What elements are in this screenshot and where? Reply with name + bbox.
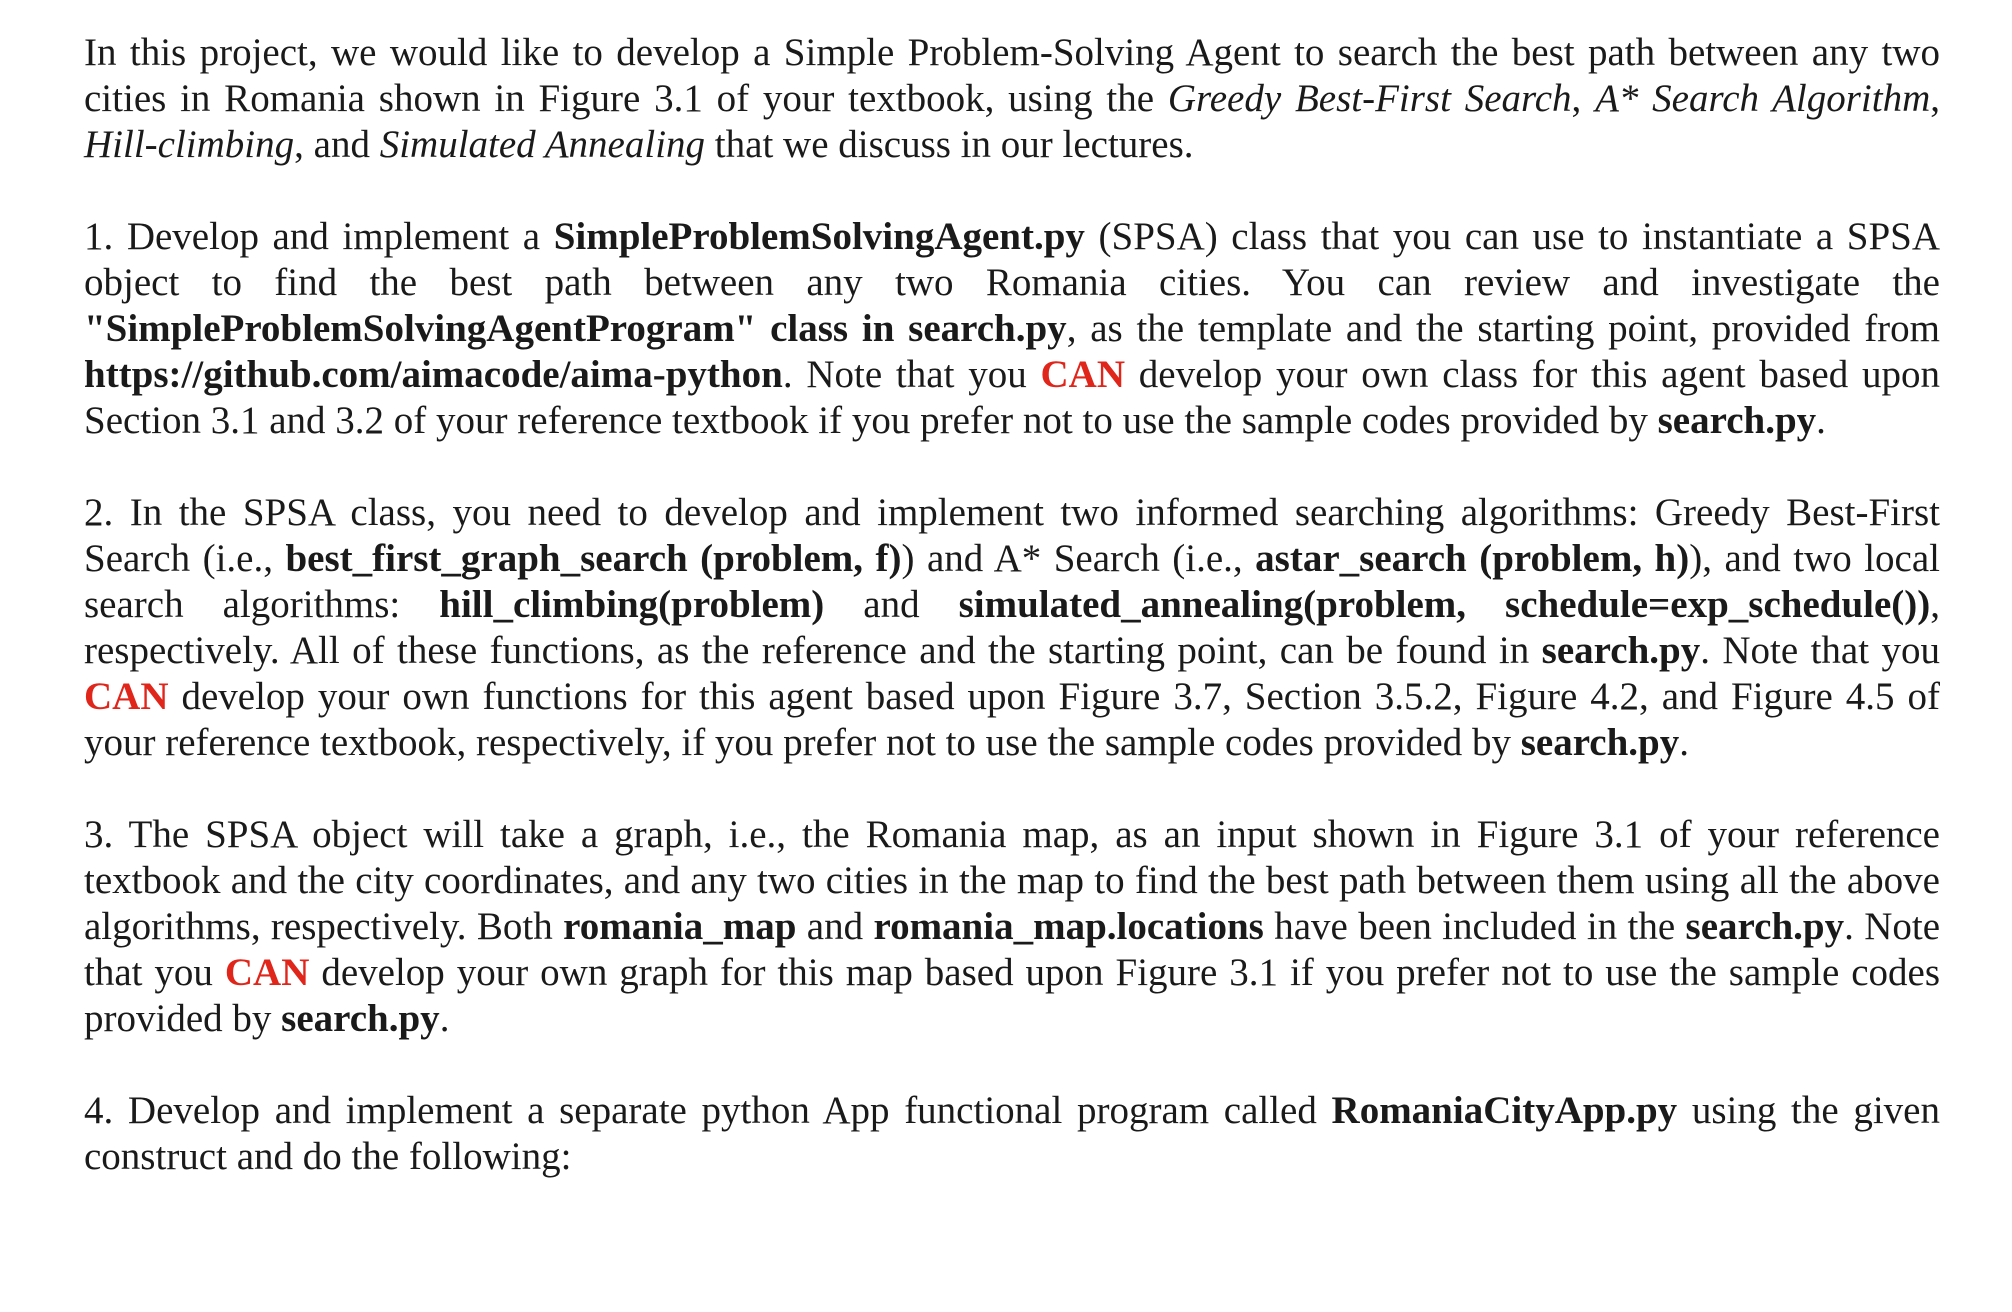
intro-hill-climbing: Hill-climbing: [84, 123, 295, 166]
item-1-text-3: , as the template and the starting point, provided from: [1066, 307, 1940, 350]
item-2-text-6: . Note that you: [1700, 629, 1940, 672]
intro-simulated-annealing: Simulated Annealing: [379, 123, 706, 166]
item-3-text-2: and: [796, 905, 874, 948]
item-2-text-4: and: [824, 583, 959, 626]
item-2-best-first-func: best_first_graph_search (problem, f): [285, 537, 902, 580]
item-2-text-3: ), and two local search algorithms:: [84, 537, 1940, 626]
item-1-github-url: https://github.com/aimacode/aima-python: [84, 353, 783, 396]
item-2-text-5: , respectively. All of these functions, as the reference and the starting point, can be found in: [84, 583, 1941, 672]
document-page: [84, 30, 1940, 1180]
item-1-text-5: develop your own class for this agent based upon Section 3.1 and 3.2 of your reference textbook if you prefer not to use the sample codes provided by: [84, 353, 1940, 442]
item-2-search-py-1: search.py: [1541, 629, 1701, 672]
item-3-romania-map-locations: romania_map.locations: [873, 905, 1264, 948]
item-3-search-py-2: search.py: [281, 997, 440, 1040]
intro-text-5: that we discuss in our lectures.: [705, 123, 1194, 166]
item-1-text-1: 1. Develop and implement a: [84, 215, 554, 258]
item-1-text-2: (SPSA) class that you can use to instantiate a SPSA object to find the best path between any two Romania cities. You can review and investigate the: [84, 215, 1940, 304]
intro-text-4: , and: [294, 123, 380, 166]
item-1-text-6: .: [1816, 399, 1826, 442]
item-3-text-1: 3. The SPSA object will take a graph, i.e., the Romania map, as an input shown in Figure 3.1 of your reference textbook and the city coordinates, and any two cities in the map to find the best path between them using all the above algorithms, respectively. Both: [84, 813, 1940, 948]
item-1-paragraph: [84, 214, 1940, 444]
item-1-text-4: . Note that you: [782, 353, 1041, 396]
item-1-can-emphasis: CAN: [1040, 353, 1125, 396]
item-3-paragraph: [84, 812, 1940, 1042]
item-2-hill-climbing-func: hill_climbing(problem): [439, 583, 825, 626]
item-3-text-6: .: [439, 997, 450, 1040]
item-2-astar-func: astar_search (problem, h): [1255, 537, 1690, 580]
item-3-text-4: . Note that you: [84, 905, 1941, 994]
item-2-text-7: develop your own functions for this agent based upon Figure 3.7, Section 3.5.2, Figure 4.2, and Figure 4.5 of your reference textbook, respectively, if you prefer not to use the sample codes provided by: [84, 675, 1940, 764]
item-1-search-py: search.py: [1657, 399, 1817, 442]
item-2-paragraph: [84, 490, 1940, 766]
item-4-app-file: RomaniaCityApp.py: [1331, 1089, 1678, 1132]
intro-astar: A* Search Algorithm: [1595, 77, 1931, 120]
intro-text-2: ,: [1571, 77, 1596, 120]
item-2-text-8: .: [1679, 721, 1690, 764]
item-2-text-1: 2. In the SPSA class, you need to develop and implement two informed searching algorithms: Greedy Best-First Search (i.e.,: [84, 491, 1940, 580]
item-2-text-2: ) and A* Search (i.e.,: [901, 537, 1256, 580]
item-4-text-2: using the given construct and do the following:: [84, 1089, 1940, 1178]
item-3-romania-map: romania_map: [563, 905, 797, 948]
item-1-template-class: "SimpleProblemSolvingAgentProgram" class in search.py: [84, 307, 1067, 350]
intro-text-3: ,: [1930, 77, 1941, 120]
item-2-simulated-annealing-func: simulated_annealing(problem, schedule=exp_schedule()): [958, 583, 1931, 626]
item-3-text-5: develop your own graph for this map based upon Figure 3.1 if you prefer not to use the sample codes provided by: [84, 951, 1940, 1040]
item-2-can-emphasis: CAN: [84, 675, 169, 718]
item-1-agent-file: SimpleProblemSolvingAgent.py: [553, 215, 1085, 258]
item-3-can-emphasis: CAN: [224, 951, 310, 994]
intro-greedy-best-first: Greedy Best-First Search: [1167, 77, 1572, 120]
item-3-text-3: have been included in the: [1263, 905, 1686, 948]
item-2-search-py-2: search.py: [1520, 721, 1680, 764]
item-4-paragraph: [84, 1088, 1940, 1180]
intro-paragraph: [84, 30, 1940, 168]
item-4-text-1: 4. Develop and implement a separate python App functional program called: [84, 1089, 1332, 1132]
intro-text-1: In this project, we would like to develop a Simple Problem-Solving Agent to search the best path between any two cities in Romania shown in Figure 3.1 of your textbook, using the: [84, 31, 1940, 120]
item-3-search-py-1: search.py: [1685, 905, 1845, 948]
